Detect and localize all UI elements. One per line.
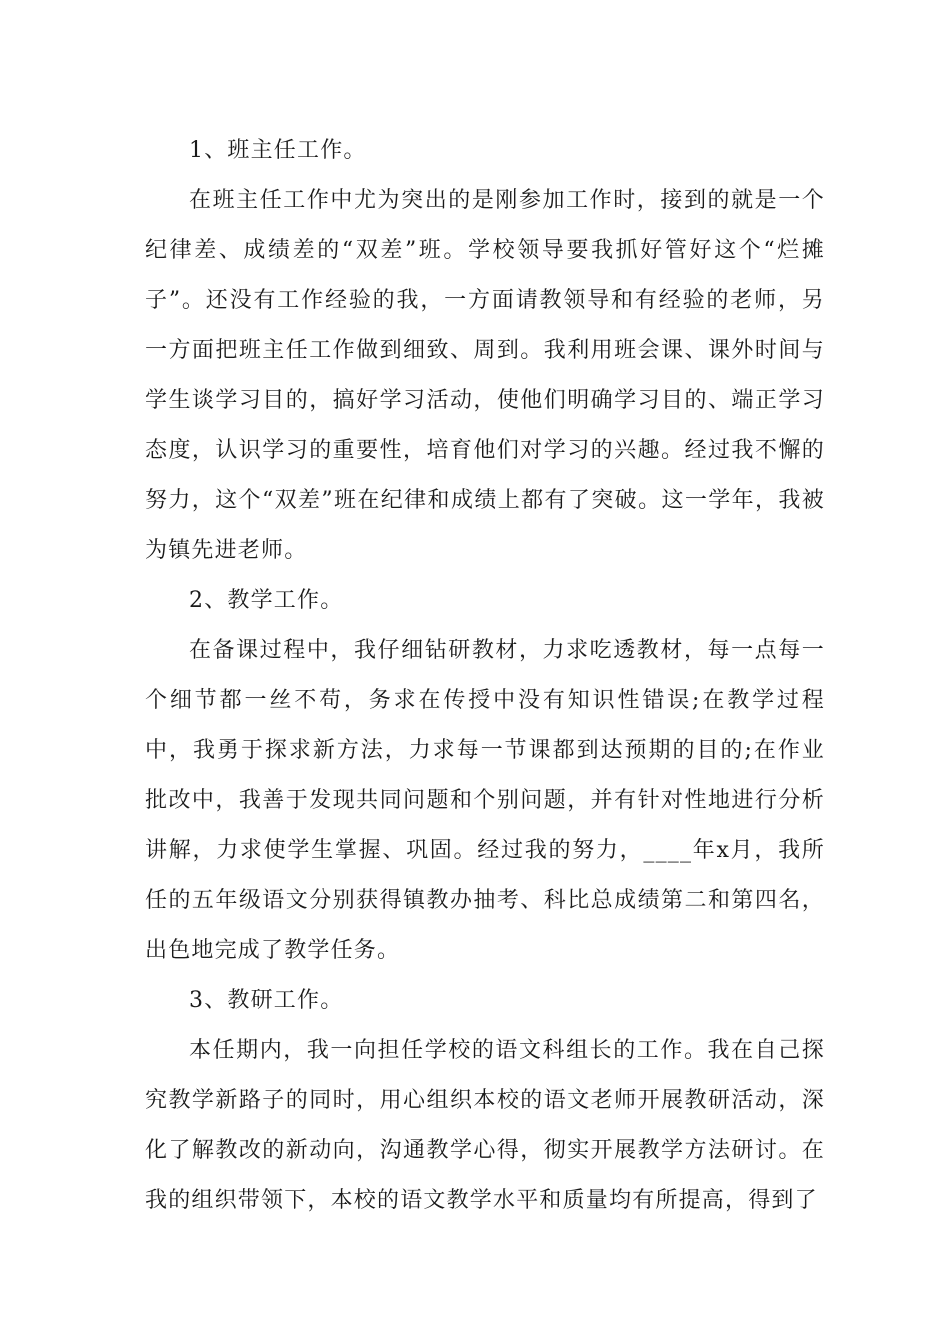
section-heading-3: 3、教研工作。: [189, 988, 344, 1013]
document-body: [145, 126, 825, 1226]
section-paragraph-3: 本任期内，我一向担任学校的语文科组长的工作。我在自己探究教学新路子的同时，用心组织本校的语文老师开展教研活动，深化了解教改的新动向，沟通教学心得，彻实开展教学方法研讨。在我的组织带领下，本校的语文教学水平和质量均有所提高，得到了: [145, 1038, 825, 1213]
section-paragraph-2: 在备课过程中，我仔细钻研教材，力求吃透教材，每一点每一个细节都一丝不苟，务求在传授中没有知识性错误;在教学过程中，我勇于探求新方法，力求每一节课都到达预期的目的;在作业批改中，我善于发现共同问题和个别问题，并有针对性地进行分析讲解，力求使学生掌握、巩固。经过我的努力，____年x月，我所任的五年级语文分别获得镇教办抽考、科比总成绩第二和第四名，出色地完成了教学任务。: [145, 638, 825, 963]
section-heading-2: 2、教学工作。: [189, 588, 344, 613]
section-heading-1: 1、班主任工作。: [189, 138, 367, 163]
section-paragraph-1: 在班主任工作中尤为突出的是刚参加工作时，接到的就是一个纪律差、成绩差的“双差”班。学校领导要我抓好管好这个“烂摊子”。还没有工作经验的我，一方面请教领导和有经验的老师，另一方面把班主任工作做到细致、周到。我利用班会课、课外时间与学生谈学习目的，搞好学习活动，使他们明确学习目的、端正学习态度，认识学习的重要性，培育他们对学习的兴趣。经过我不懈的努力，这个“双差”班在纪律和成绩上都有了突破。这一学年，我被为镇先进老师。: [145, 188, 825, 563]
